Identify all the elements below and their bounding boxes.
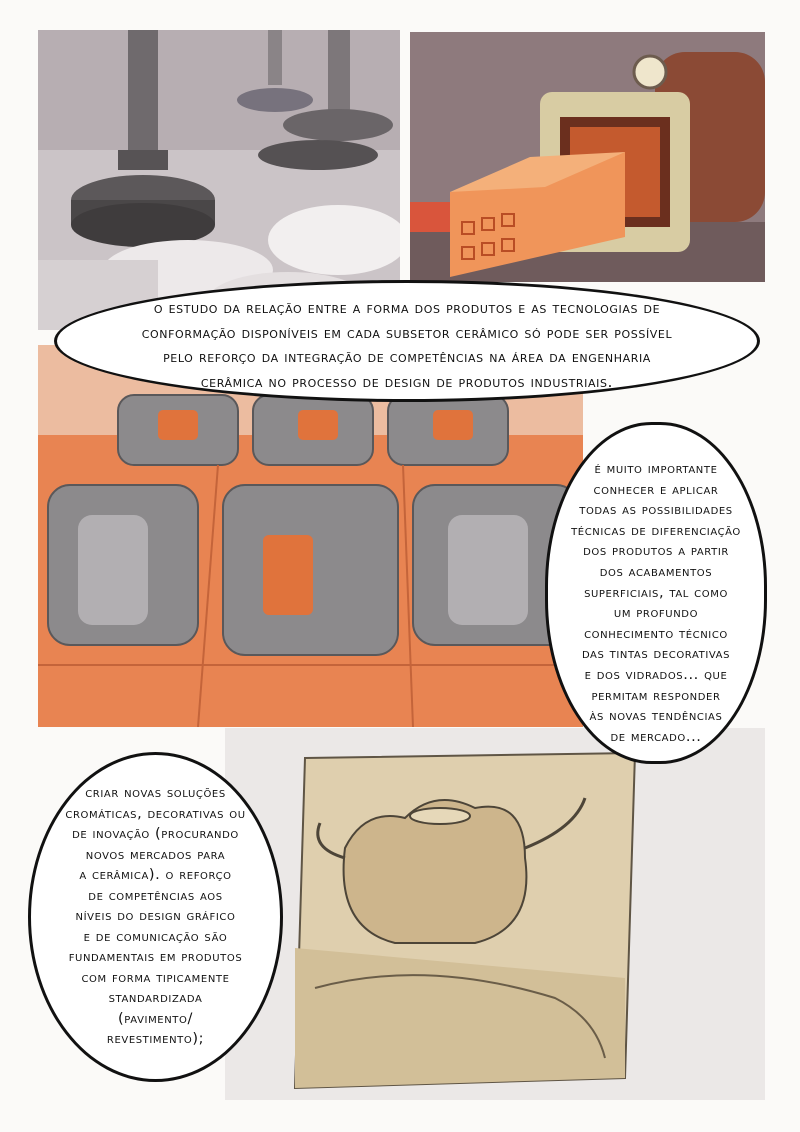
bubble-text-line: novos mercados para <box>85 846 226 863</box>
bubble-text-line: técnicas de diferenciação <box>571 522 741 539</box>
bubble-text-line: a cerâmica). o reforço <box>79 867 232 883</box>
bubble-text-line: conhecimento técnico <box>584 625 728 642</box>
bubble-text-line: de mercado... <box>610 728 702 745</box>
bubble-text-line: permitam responder <box>591 687 721 704</box>
bubble-text-line: é muito importante <box>594 461 718 477</box>
bubble-text-line: cerâmica no processo de design de produtos industriais. <box>200 372 614 391</box>
bubble-text-line: de inovação (procurando <box>72 826 239 842</box>
bubble-text-line: dos produtos a partir <box>583 543 729 560</box>
bubble-text-line: o estudo da relação entre a forma dos produtos e as tecnologias de <box>153 299 661 317</box>
bubble-text-line: pelo reforço da integração de competências na área da engenharia <box>163 348 651 366</box>
bubble-text-line: com forma tipicamente <box>81 969 230 986</box>
bubble-text-line: standardizada <box>108 990 203 1006</box>
bubble-text-line: um profundo <box>613 605 699 622</box>
bubble-text-line: cromáticas, decorativas ou <box>65 805 246 822</box>
bubble-text-line: às novas tendências <box>589 708 723 725</box>
bubble-text-line: revestimento); <box>106 1031 205 1047</box>
bubble-text-line: criar novas soluções <box>85 785 226 801</box>
panel-teapot-mould <box>225 728 765 1100</box>
bubble-text-line: e dos vidrados... que <box>584 666 728 683</box>
bubble-text-line: conhecer e aplicar <box>593 481 719 498</box>
bubble-text-line: e de comunicação são <box>83 928 228 945</box>
panel-tile-moulds <box>38 345 583 727</box>
bubble-text-line: dos acabamentos <box>599 563 713 580</box>
bubble-text-line: das tintas decorativas <box>581 646 731 663</box>
speech-bubble-finishes <box>545 422 767 764</box>
panel-kiln-extruder <box>410 32 765 282</box>
bubble-text-line: conformação disponíveis em cada subsetor cerâmico só pode ser possível <box>141 323 673 342</box>
bubble-text-line: todas as possibilidades <box>579 502 733 519</box>
speech-bubble-intro <box>54 280 760 402</box>
bubble-text-line: fundamentais em produtos <box>68 949 243 965</box>
bubble-text-line: (pavimento/ <box>118 1010 193 1027</box>
bubble-text-line: níveis do design gráfico <box>75 908 236 924</box>
bubble-text-line: superficiais, tal como <box>584 584 728 601</box>
bubble-text-line: de competências aos <box>88 887 223 904</box>
speech-bubble-solutions <box>28 752 283 1082</box>
